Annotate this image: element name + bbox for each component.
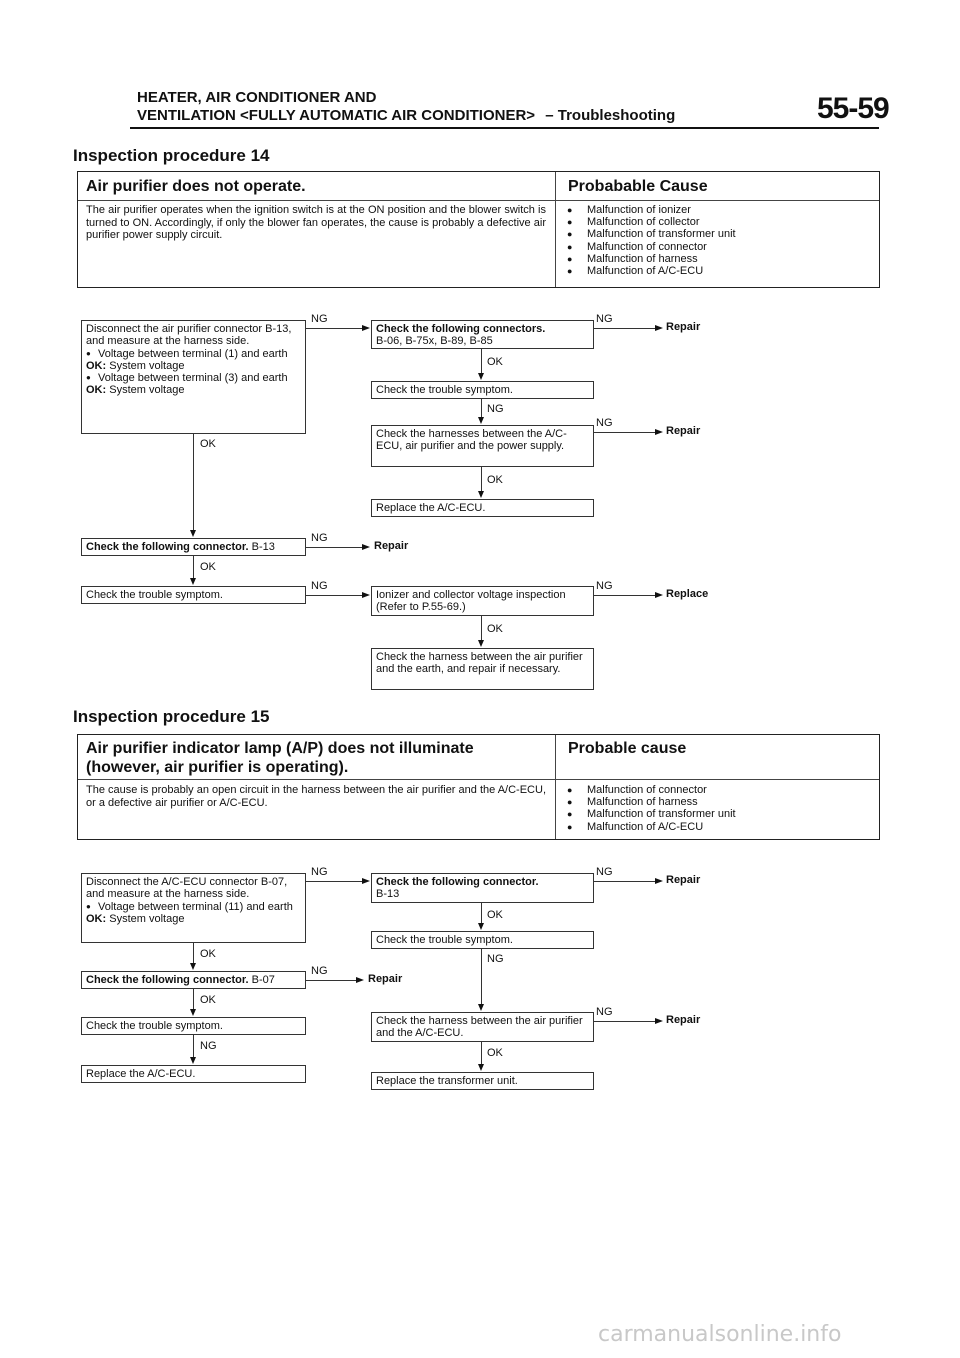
proc15-symptom-line1: Air purifier indicator lamp (A/P) does not illuminate	[86, 740, 474, 757]
ng-label: NG	[596, 1006, 613, 1018]
arrow-down-icon	[190, 1057, 196, 1064]
ok-label: OK	[487, 1047, 503, 1059]
flow-line	[481, 949, 482, 1004]
flow-line	[481, 399, 482, 417]
step-text: Disconnect the air purifier connector B-13, and measure at the harness side.	[86, 323, 292, 348]
flow14-step-connector-b13	[81, 538, 306, 556]
arrow-down-icon	[478, 640, 484, 647]
step-ok: OK: System voltage	[86, 912, 185, 925]
flow-line	[594, 1021, 658, 1022]
step-sub: B-13	[376, 888, 400, 901]
flow14-step-symptom-2: Check the trouble symptom.	[81, 586, 306, 604]
table-divider	[78, 200, 879, 201]
step-title: Check the following connectors.	[376, 323, 546, 335]
arrow-down-icon	[190, 530, 196, 537]
action-replace: Replace	[666, 588, 709, 600]
arrow-down-icon	[478, 1004, 484, 1011]
ng-label: NG	[596, 313, 613, 325]
cause-item: ● Malfunction of ionizer	[567, 204, 736, 216]
flow15-step-connector-b13	[371, 873, 594, 903]
flow-line	[306, 980, 360, 981]
flow15-step-symptom-2: Check the trouble symptom.	[81, 1017, 306, 1035]
proc15-symptom-line2: (however, air purifier is operating).	[86, 759, 349, 776]
arrow-right-icon	[362, 325, 370, 331]
arrow-down-icon	[478, 373, 484, 380]
ok-label: OK	[200, 561, 216, 573]
watermark: carmanualsonline.info	[598, 1322, 842, 1347]
arrow-down-icon	[478, 417, 484, 424]
ng-label: NG	[311, 532, 328, 544]
flow14-step-disconnect	[81, 320, 306, 434]
action-repair: Repair	[666, 1014, 701, 1026]
flow-line	[193, 1035, 194, 1057]
flow-line	[481, 903, 482, 923]
header-chapter: VENTILATION <FULLY AUTOMATIC AIR CONDITIONER>	[137, 107, 536, 124]
ng-label: NG	[487, 953, 504, 965]
cause-item: ● Malfunction of collector	[567, 216, 736, 228]
arrow-right-icon	[362, 878, 370, 884]
step-title: Check the following connector.	[376, 876, 539, 888]
flow14-step-connectors	[371, 320, 594, 349]
cause-item: ● Malfunction of transformer unit	[567, 808, 736, 820]
action-repair: Repair	[666, 321, 701, 333]
proc15-title: Inspection procedure 15	[73, 707, 270, 726]
ok-label: OK	[487, 356, 503, 368]
arrow-right-icon	[655, 592, 663, 598]
action-repair: Repair	[368, 973, 403, 985]
ng-label: NG	[311, 965, 328, 977]
cause-item: ● Malfunction of A/C-ECU	[567, 265, 736, 277]
step-title: Check the following connector.	[86, 974, 249, 986]
flow-line	[193, 556, 194, 578]
flow15-step-harness: Check the harness between the air purifier and the A/C-ECU.	[371, 1012, 594, 1042]
proc14-cause-header: Probabable Cause	[568, 178, 708, 195]
flow-line	[481, 1042, 482, 1064]
flow-line	[306, 595, 366, 596]
arrow-right-icon	[356, 977, 364, 983]
step-title: Check the following connector.	[86, 541, 249, 553]
ok-label: OK	[487, 909, 503, 921]
flow14-step-replace-ecu: Replace the A/C-ECU.	[371, 499, 594, 517]
page-number: 55-59	[817, 92, 889, 125]
table-divider	[555, 172, 556, 287]
arrow-down-icon	[190, 963, 196, 970]
flow14-step-harnesses: Check the harnesses between the A/C-ECU, air purifier and the power supply.	[371, 425, 594, 467]
ng-label: NG	[200, 1040, 217, 1052]
flow-line	[481, 349, 482, 373]
flow-line	[193, 943, 194, 963]
proc15-cause-list	[567, 784, 736, 833]
flow15-step-connector-b07	[81, 971, 306, 989]
cause-item: ● Malfunction of A/C-ECU	[567, 821, 736, 833]
proc15-table	[77, 734, 880, 840]
proc15-cause-header: Probable cause	[568, 740, 687, 757]
arrow-down-icon	[478, 491, 484, 498]
step-text: Disconnect the A/C-ECU connector B-07, and measure at the harness side.	[86, 876, 288, 901]
ok-label: OK	[487, 623, 503, 635]
arrow-down-icon	[478, 1064, 484, 1071]
flow14-step-ionizer: Ionizer and collector voltage inspection (Refer to P.55-69.)	[371, 586, 594, 616]
flow-line	[193, 989, 194, 1009]
proc15-description: The cause is probably an open circuit in the harness between the air purifier and the A/C-ECU, or a defective air purifier or A/C-ECU.	[86, 784, 546, 809]
flow-line	[594, 595, 658, 596]
action-repair: Repair	[666, 425, 701, 437]
flow15-step-replace-transformer: Replace the transformer unit.	[371, 1072, 594, 1090]
cause-item: ● Malfunction of harness	[567, 796, 736, 808]
table-divider	[555, 735, 556, 839]
flow-line	[306, 328, 366, 329]
arrow-right-icon	[655, 325, 663, 331]
flow15-step-replace-ecu: Replace the A/C-ECU.	[81, 1065, 306, 1083]
ng-label: NG	[596, 417, 613, 429]
proc14-symptom: Air purifier does not operate.	[86, 178, 306, 195]
flow-line	[481, 467, 482, 491]
step-item: ● Voltage between terminal (11) and earth	[86, 901, 301, 913]
proc14-title: Inspection procedure 14	[73, 146, 270, 165]
header-section: – Troubleshooting	[545, 107, 676, 124]
flow-line	[594, 328, 658, 329]
proc14-description: The air purifier operates when the ignition switch is at the ON position and the blower switch is turned to ON. Accordingly, if only the blower fan operates, the cause is probably a defective air purifier power supply circuit.	[86, 204, 546, 241]
cause-item: ● Malfunction of transformer unit	[567, 228, 736, 240]
cause-item: ● Malfunction of harness	[567, 253, 736, 265]
ng-label: NG	[487, 403, 504, 415]
ok-label: OK	[487, 474, 503, 486]
flow-line	[306, 881, 366, 882]
flow-line	[594, 432, 658, 433]
arrow-down-icon	[478, 923, 484, 930]
ng-label: NG	[311, 580, 328, 592]
action-repair: Repair	[666, 874, 701, 886]
flow14-step-harness-earth: Check the harness between the air purifier and the earth, and repair if necessary.	[371, 648, 594, 690]
ok-label: OK	[200, 948, 216, 960]
ok-label: OK	[200, 994, 216, 1006]
header-rule	[130, 127, 879, 129]
cause-item: ● Malfunction of connector	[567, 784, 736, 796]
ng-label: NG	[596, 580, 613, 592]
ok-label: OK	[200, 438, 216, 450]
arrow-right-icon	[655, 878, 663, 884]
flow15-step-disconnect	[81, 873, 306, 943]
flow-line	[481, 616, 482, 640]
step-item: ● Voltage between terminal (3) and earth	[86, 372, 301, 384]
arrow-down-icon	[190, 578, 196, 585]
header-line1: HEATER, AIR CONDITIONER AND	[137, 89, 377, 106]
arrow-right-icon	[655, 1018, 663, 1024]
table-divider	[78, 779, 879, 780]
action-repair: Repair	[374, 540, 409, 552]
step-sub: B-06, B-75x, B-89, B-85	[376, 335, 493, 348]
proc14-cause-list	[567, 204, 736, 277]
step-ok: OK: System voltage	[86, 384, 185, 397]
ng-label: NG	[596, 866, 613, 878]
step-sub: B-13	[251, 541, 275, 553]
flow15-step-symptom: Check the trouble symptom.	[371, 931, 594, 949]
step-ok: OK: System voltage	[86, 359, 185, 372]
ng-label: NG	[311, 866, 328, 878]
flow-line	[306, 547, 366, 548]
header-line2	[137, 107, 675, 125]
cause-item: ● Malfunction of connector	[567, 241, 736, 253]
arrow-right-icon	[362, 592, 370, 598]
ng-label: NG	[311, 313, 328, 325]
flow-line	[594, 881, 658, 882]
arrow-down-icon	[190, 1009, 196, 1016]
flow-line	[193, 434, 194, 530]
arrow-right-icon	[655, 429, 663, 435]
arrow-right-icon	[362, 544, 370, 550]
proc14-table	[77, 171, 880, 288]
flow14-step-symptom: Check the trouble symptom.	[371, 381, 594, 399]
step-item: ● Voltage between terminal (1) and earth	[86, 348, 301, 360]
step-sub: B-07	[251, 974, 275, 986]
